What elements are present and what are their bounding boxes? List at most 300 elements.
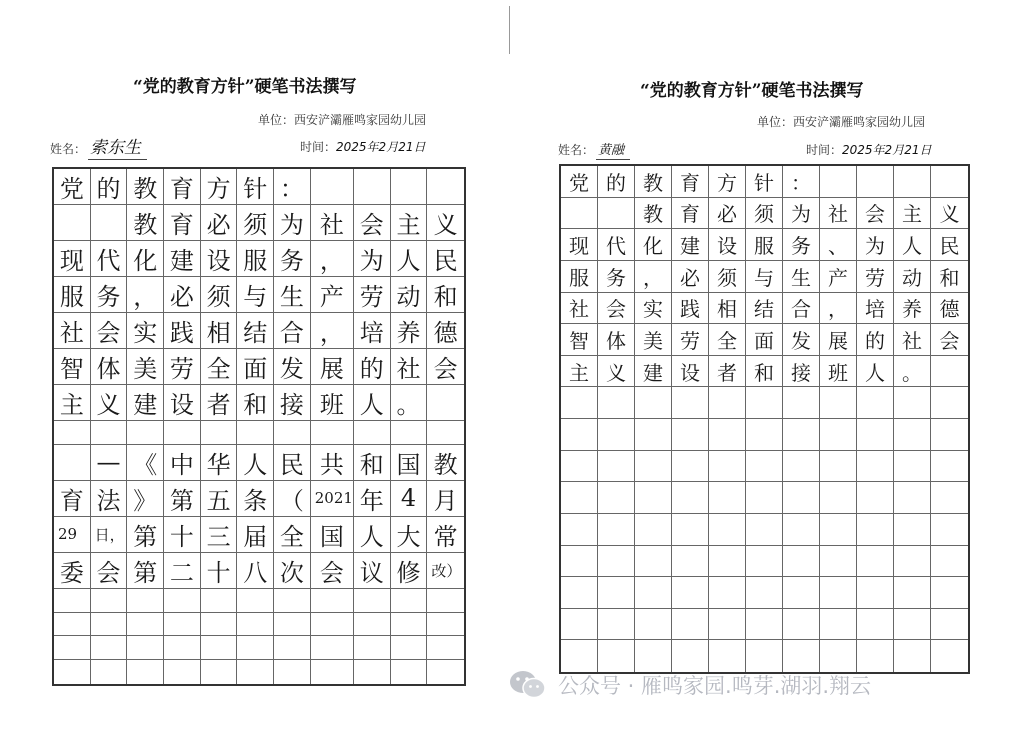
grid-cell: 中 xyxy=(164,445,201,481)
grid-cell xyxy=(931,546,968,578)
grid-cell xyxy=(857,451,894,483)
grid-cell: 主 xyxy=(391,205,428,241)
grid-cell xyxy=(311,169,354,205)
grid-cell: 为 xyxy=(857,229,894,261)
grid-cell: 服 xyxy=(746,229,783,261)
grid-cell: 必 xyxy=(201,205,238,241)
grid-cell xyxy=(931,356,968,388)
grid-cell xyxy=(746,387,783,419)
grid-cell xyxy=(164,660,201,684)
grid-cell xyxy=(274,660,311,684)
grid-cell: 会 xyxy=(91,313,128,349)
grid-cell: 《 xyxy=(127,445,164,481)
grid-cell xyxy=(820,166,857,198)
grid-cell: 会 xyxy=(311,553,354,589)
grid-cell: 实 xyxy=(127,313,164,349)
grid-cell: 民 xyxy=(427,241,464,277)
grid-cell xyxy=(783,640,820,672)
left-date-field xyxy=(300,138,425,155)
grid-cell xyxy=(709,387,746,419)
grid-cell xyxy=(746,482,783,514)
grid-cell: 社 xyxy=(391,349,428,385)
grid-cell xyxy=(354,169,391,205)
grid-cell: 条 xyxy=(237,481,274,517)
grid-cell xyxy=(894,419,931,451)
grid-cell xyxy=(274,613,311,637)
grid-cell xyxy=(709,451,746,483)
grid-cell xyxy=(274,421,311,445)
grid-cell xyxy=(931,577,968,609)
grid-cell xyxy=(127,421,164,445)
grid-cell: 届 xyxy=(237,517,274,553)
grid-cell xyxy=(598,482,635,514)
grid-cell: 会 xyxy=(91,553,128,589)
grid-cell: 须 xyxy=(201,277,238,313)
grid-cell xyxy=(598,640,635,672)
grid-cell: 社 xyxy=(311,205,354,241)
grid-cell: 的 xyxy=(354,349,391,385)
grid-cell: 常 xyxy=(427,517,464,553)
grid-cell: 义 xyxy=(91,385,128,421)
grid-cell: 须 xyxy=(709,261,746,293)
grid-cell xyxy=(127,660,164,684)
grid-cell xyxy=(598,387,635,419)
grid-cell: 现 xyxy=(561,229,598,261)
grid-cell: 者 xyxy=(709,356,746,388)
grid-cell: 五 xyxy=(201,481,238,517)
grid-cell xyxy=(201,613,238,637)
grid-cell xyxy=(672,514,709,546)
grid-cell xyxy=(931,419,968,451)
grid-cell: 培 xyxy=(354,313,391,349)
grid-cell xyxy=(783,482,820,514)
grid-cell: 民 xyxy=(274,445,311,481)
grid-cell xyxy=(561,546,598,578)
grid-cell xyxy=(354,660,391,684)
grid-cell xyxy=(311,421,354,445)
grid-cell: 法 xyxy=(91,481,128,517)
grid-cell: 劳 xyxy=(857,261,894,293)
grid-cell xyxy=(894,451,931,483)
grid-cell xyxy=(561,419,598,451)
grid-cell xyxy=(709,514,746,546)
grid-cell: 服 xyxy=(54,277,91,313)
grid-cell: 发 xyxy=(274,349,311,385)
grid-cell xyxy=(931,640,968,672)
grid-cell xyxy=(201,636,238,660)
grid-cell xyxy=(54,589,91,613)
grid-cell xyxy=(311,636,354,660)
grid-cell: 4 xyxy=(391,481,428,517)
grid-cell: ， xyxy=(635,261,672,293)
grid-cell: 践 xyxy=(164,313,201,349)
grid-cell xyxy=(783,419,820,451)
grid-cell xyxy=(391,169,428,205)
grid-cell xyxy=(894,546,931,578)
grid-cell: 2021 xyxy=(311,481,354,517)
grid-cell: 育 xyxy=(164,205,201,241)
grid-cell xyxy=(237,636,274,660)
grid-cell xyxy=(427,636,464,660)
grid-cell xyxy=(164,636,201,660)
grid-cell xyxy=(857,419,894,451)
grid-cell xyxy=(894,387,931,419)
grid-cell: 面 xyxy=(237,349,274,385)
grid-cell: 党 xyxy=(54,169,91,205)
grid-cell: 会 xyxy=(857,198,894,230)
grid-cell: 育 xyxy=(164,169,201,205)
grid-cell: 必 xyxy=(672,261,709,293)
grid-cell: 议 xyxy=(354,553,391,589)
grid-cell xyxy=(427,385,464,421)
grid-cell xyxy=(598,609,635,641)
grid-cell: 必 xyxy=(164,277,201,313)
right-date-value: 2025年2月21日 xyxy=(842,143,932,157)
center-divider xyxy=(509,6,510,54)
grid-cell: 结 xyxy=(746,293,783,325)
grid-cell xyxy=(91,205,128,241)
grid-cell xyxy=(561,609,598,641)
right-name-value: 黄融 xyxy=(596,143,630,160)
grid-cell xyxy=(598,546,635,578)
grid-cell: 建 xyxy=(635,356,672,388)
grid-cell: 育 xyxy=(54,481,91,517)
grid-cell: 社 xyxy=(820,198,857,230)
grid-cell xyxy=(391,660,428,684)
grid-cell: 全 xyxy=(709,324,746,356)
grid-cell xyxy=(561,514,598,546)
grid-cell: 与 xyxy=(746,261,783,293)
grid-cell: 美 xyxy=(635,324,672,356)
grid-cell xyxy=(354,421,391,445)
grid-cell xyxy=(746,419,783,451)
grid-cell xyxy=(672,482,709,514)
grid-cell: 须 xyxy=(746,198,783,230)
grid-cell: 的 xyxy=(91,169,128,205)
grid-cell: 的 xyxy=(857,324,894,356)
grid-cell xyxy=(635,387,672,419)
grid-cell xyxy=(857,514,894,546)
grid-cell xyxy=(164,613,201,637)
grid-cell xyxy=(391,613,428,637)
grid-cell xyxy=(54,421,91,445)
grid-cell xyxy=(274,636,311,660)
grid-cell xyxy=(820,419,857,451)
grid-cell xyxy=(894,577,931,609)
grid-cell xyxy=(857,166,894,198)
grid-cell: 共 xyxy=(311,445,354,481)
grid-cell: 务 xyxy=(598,261,635,293)
grid-cell: 、 xyxy=(820,229,857,261)
grid-cell xyxy=(561,198,598,230)
grid-cell xyxy=(311,589,354,613)
grid-cell xyxy=(598,419,635,451)
grid-cell: 和 xyxy=(746,356,783,388)
grid-cell: 国 xyxy=(391,445,428,481)
grid-cell xyxy=(894,609,931,641)
grid-cell xyxy=(164,589,201,613)
grid-cell: 展 xyxy=(311,349,354,385)
grid-cell xyxy=(931,166,968,198)
grid-cell: 会 xyxy=(931,324,968,356)
grid-cell: 合 xyxy=(783,293,820,325)
grid-cell xyxy=(127,613,164,637)
grid-cell: 发 xyxy=(783,324,820,356)
grid-cell xyxy=(820,609,857,641)
grid-cell xyxy=(857,546,894,578)
grid-cell: 义 xyxy=(931,198,968,230)
grid-cell xyxy=(672,419,709,451)
grid-cell: 全 xyxy=(201,349,238,385)
grid-cell xyxy=(354,589,391,613)
grid-cell: 社 xyxy=(54,313,91,349)
grid-cell: ： xyxy=(274,169,311,205)
grid-cell: 与 xyxy=(237,277,274,313)
left-unit-line: 单位：西安浐灞雁鸣家园幼儿园 xyxy=(258,113,427,127)
right-date-label: 时间： xyxy=(806,143,843,157)
grid-cell: 设 xyxy=(672,356,709,388)
grid-cell xyxy=(237,589,274,613)
grid-cell: 教 xyxy=(635,198,672,230)
grid-cell: 义 xyxy=(427,205,464,241)
grid-cell: 生 xyxy=(783,261,820,293)
grid-cell: 》 xyxy=(127,481,164,517)
grid-cell: 相 xyxy=(709,293,746,325)
grid-cell: 者 xyxy=(201,385,238,421)
grid-cell: 社 xyxy=(894,324,931,356)
grid-cell: 展 xyxy=(820,324,857,356)
left-date-value: 2025年2月21日 xyxy=(336,140,426,154)
grid-cell xyxy=(746,451,783,483)
grid-cell: 会 xyxy=(598,293,635,325)
grid-cell xyxy=(709,640,746,672)
grid-cell: 人 xyxy=(894,229,931,261)
grid-cell xyxy=(201,660,238,684)
grid-cell xyxy=(672,640,709,672)
grid-cell xyxy=(709,577,746,609)
grid-cell: 培 xyxy=(857,293,894,325)
grid-cell xyxy=(783,609,820,641)
grid-cell: 设 xyxy=(201,241,238,277)
grid-cell: 面 xyxy=(746,324,783,356)
grid-cell: 会 xyxy=(354,205,391,241)
grid-cell: 的 xyxy=(598,166,635,198)
grid-cell xyxy=(857,482,894,514)
grid-cell xyxy=(311,613,354,637)
grid-cell xyxy=(635,640,672,672)
grid-cell: 十 xyxy=(164,517,201,553)
grid-cell: 为 xyxy=(274,205,311,241)
grid-cell xyxy=(561,387,598,419)
grid-cell: 人 xyxy=(237,445,274,481)
grid-cell xyxy=(635,546,672,578)
grid-cell: 和 xyxy=(237,385,274,421)
grid-cell: 和 xyxy=(354,445,391,481)
grid-cell xyxy=(91,421,128,445)
grid-cell: 代 xyxy=(598,229,635,261)
grid-cell xyxy=(391,421,428,445)
grid-cell: 第 xyxy=(127,553,164,589)
grid-cell: 现 xyxy=(54,241,91,277)
grid-cell: 实 xyxy=(635,293,672,325)
grid-cell xyxy=(820,514,857,546)
grid-cell xyxy=(237,613,274,637)
left-date-label: 时间： xyxy=(300,140,337,154)
grid-cell xyxy=(598,451,635,483)
left-name-value: 索东生 xyxy=(88,138,147,160)
grid-cell: 次 xyxy=(274,553,311,589)
grid-cell: 人 xyxy=(354,385,391,421)
grid-cell xyxy=(709,419,746,451)
grid-cell xyxy=(894,514,931,546)
grid-cell: 设 xyxy=(164,385,201,421)
grid-cell: 八 xyxy=(237,553,274,589)
grid-cell xyxy=(820,577,857,609)
grid-cell: 全 xyxy=(274,517,311,553)
grid-cell xyxy=(931,451,968,483)
grid-cell xyxy=(127,636,164,660)
grid-cell: 。 xyxy=(894,356,931,388)
wechat-icon xyxy=(508,669,548,701)
grid-cell: 接 xyxy=(274,385,311,421)
grid-cell: 践 xyxy=(672,293,709,325)
right-unit-line: 单位：西安浐灞雁鸣家园幼儿园 xyxy=(757,115,926,129)
grid-cell: 29 xyxy=(54,517,91,553)
grid-cell xyxy=(237,660,274,684)
grid-cell xyxy=(783,577,820,609)
grid-cell: 养 xyxy=(391,313,428,349)
grid-cell xyxy=(91,589,128,613)
grid-cell: 教 xyxy=(427,445,464,481)
grid-cell: 委 xyxy=(54,553,91,589)
grid-cell xyxy=(746,546,783,578)
grid-cell: 化 xyxy=(635,229,672,261)
grid-cell: 大 xyxy=(391,517,428,553)
grid-cell xyxy=(931,609,968,641)
grid-cell: 接 xyxy=(783,356,820,388)
grid-cell: 体 xyxy=(598,324,635,356)
grid-cell: 相 xyxy=(201,313,238,349)
grid-cell xyxy=(561,640,598,672)
grid-cell xyxy=(427,660,464,684)
grid-cell xyxy=(820,640,857,672)
grid-cell: 和 xyxy=(427,277,464,313)
watermark xyxy=(508,669,871,701)
grid-cell: （ xyxy=(274,481,311,517)
grid-cell xyxy=(894,166,931,198)
grid-cell: 三 xyxy=(201,517,238,553)
grid-cell xyxy=(635,451,672,483)
grid-cell: 动 xyxy=(894,261,931,293)
grid-cell: 年 xyxy=(354,481,391,517)
grid-cell: 教 xyxy=(127,205,164,241)
grid-cell: 人 xyxy=(857,356,894,388)
grid-cell: 育 xyxy=(672,166,709,198)
grid-cell: 华 xyxy=(201,445,238,481)
grid-cell xyxy=(857,640,894,672)
grid-cell: 务 xyxy=(91,277,128,313)
grid-cell: 修 xyxy=(391,553,428,589)
grid-cell: 方 xyxy=(709,166,746,198)
grid-cell xyxy=(391,589,428,613)
grid-cell xyxy=(91,636,128,660)
grid-cell xyxy=(598,577,635,609)
grid-cell xyxy=(237,421,274,445)
grid-cell: 化 xyxy=(127,241,164,277)
grid-cell: 劳 xyxy=(354,277,391,313)
grid-cell: 德 xyxy=(931,293,968,325)
grid-cell: 产 xyxy=(820,261,857,293)
grid-cell xyxy=(672,577,709,609)
left-writing-grid xyxy=(52,167,466,686)
grid-cell: 服 xyxy=(237,241,274,277)
grid-cell xyxy=(91,660,128,684)
grid-cell: 产 xyxy=(311,277,354,313)
grid-cell: 须 xyxy=(237,205,274,241)
grid-cell xyxy=(857,387,894,419)
grid-cell xyxy=(598,514,635,546)
grid-cell xyxy=(201,421,238,445)
grid-cell xyxy=(635,514,672,546)
grid-cell: 劳 xyxy=(672,324,709,356)
grid-cell: 服 xyxy=(561,261,598,293)
grid-cell: 育 xyxy=(672,198,709,230)
grid-cell: 务 xyxy=(783,229,820,261)
grid-cell: 智 xyxy=(54,349,91,385)
grid-cell: 教 xyxy=(127,169,164,205)
grid-cell: ， xyxy=(820,293,857,325)
grid-cell: 体 xyxy=(91,349,128,385)
grid-cell xyxy=(931,387,968,419)
grid-cell: 改） xyxy=(427,553,464,589)
grid-cell xyxy=(672,387,709,419)
right-date-field xyxy=(806,141,931,158)
grid-cell: ， xyxy=(311,241,354,277)
grid-cell xyxy=(427,613,464,637)
grid-cell xyxy=(746,640,783,672)
grid-cell: 智 xyxy=(561,324,598,356)
grid-cell: 和 xyxy=(931,261,968,293)
right-name-field xyxy=(558,139,630,158)
grid-cell: 建 xyxy=(164,241,201,277)
grid-cell xyxy=(894,640,931,672)
grid-cell xyxy=(391,636,428,660)
grid-cell xyxy=(820,546,857,578)
grid-cell: 主 xyxy=(54,385,91,421)
grid-cell: 月 xyxy=(427,481,464,517)
grid-cell: 义 xyxy=(598,356,635,388)
grid-cell xyxy=(820,387,857,419)
grid-cell: 班 xyxy=(311,385,354,421)
left-name-field xyxy=(50,133,147,158)
grid-cell: 主 xyxy=(561,356,598,388)
grid-cell xyxy=(746,514,783,546)
grid-cell: 方 xyxy=(201,169,238,205)
grid-cell: 二 xyxy=(164,553,201,589)
grid-cell: ， xyxy=(127,277,164,313)
grid-cell: ： xyxy=(783,166,820,198)
grid-cell xyxy=(311,660,354,684)
grid-cell: 建 xyxy=(672,229,709,261)
grid-cell: 结 xyxy=(237,313,274,349)
grid-cell: 国 xyxy=(311,517,354,553)
grid-cell xyxy=(931,514,968,546)
grid-cell xyxy=(201,589,238,613)
grid-cell xyxy=(672,609,709,641)
grid-cell xyxy=(635,419,672,451)
grid-cell xyxy=(127,589,164,613)
grid-cell xyxy=(164,421,201,445)
